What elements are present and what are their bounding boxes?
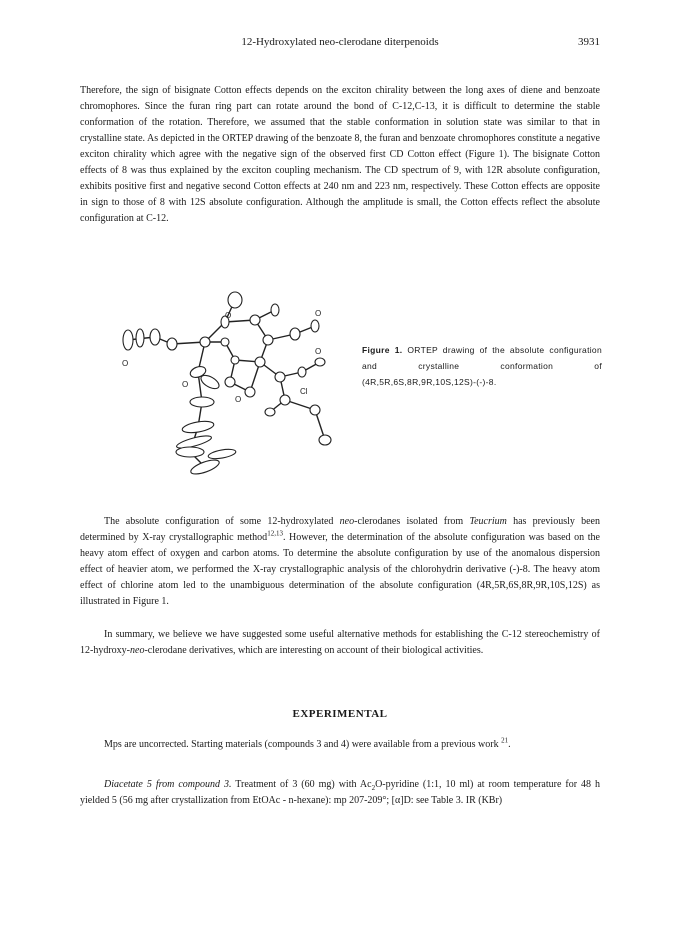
citation-superscript: 21 — [501, 736, 509, 745]
atom-label-o6: O — [235, 395, 242, 404]
paragraph-summary — [80, 627, 600, 659]
text-run: -clerodane derivatives, which are interesting on account of their biological activities. — [144, 645, 484, 656]
running-title: 12-Hydroxylated neo-clerodane diterpenoids — [241, 36, 439, 48]
text-run: Mps are uncorrected. Starting materials (compounds 3 and 4) were available from a previous work — [104, 739, 499, 750]
ortep-figure — [110, 282, 360, 482]
italic-run: Diacetate 5 from compound 3. — [104, 779, 232, 790]
atom-label-cl: Cl — [300, 387, 308, 396]
paragraph-diacetate — [80, 777, 600, 809]
text-run: In summary, we believe we have suggested some useful alternative methods for establishing the C-12 stereochemistry of 12-hydroxy- — [80, 629, 600, 656]
atom-label-o2: O — [182, 380, 189, 389]
atom-label-o1: O — [122, 359, 129, 368]
atom-label-o3: O — [225, 311, 232, 320]
paragraph-cotton-effects: Therefore, the sign of bisignate Cotton effects depends on the exciton chirality between the long axes of diene and benzoate chromophores. Since the furan ring part can rotate around the bond of C-12,C-13, it is difficult to determine the stable conformation of the rotation. Therefore, we assumed that the stable conformation in solution state was similar to that in crystalline state. As depicted in the ORTEP drawing of the benzoate 8, the furan and benzoate chromophores constitute a negative exciton chirality which agree with the negative sign of the observed first CD Cotton effect (Figure 1). The bisignate Cotton effects of 8 was thus explained by the exciton coupling mechanism. The CD spectrum of 9, with 12R absolute configuration, exhibits positive first and negative second Cotton effects at 240 nm and 223 nm, respectively. These Cotton effects are opposite in sign to those of 8 with 12S absolute configuration. Although the amplitude is small, the Cotton effects reflect the absolute configuration at C-12. — [80, 85, 600, 224]
figure-caption — [362, 342, 602, 390]
text-run: . However, the determination of the absolute configuration was based on the heavy atom effect of oxygen and carbon atoms. To determine the absolute configuration by use of the anomalous dispersion effect of heavier atom, we performed the X-ray crystallographic analysis of the chlorohydrin derivative (-)-8. The heavy atom effect of chlorine atom led to the unambiguous determination of the absolute configuration (4R,5R,6S,8R,9R,10S,12S) as illustrated in Figure 1. — [80, 532, 600, 607]
italic-run: Teucrium — [469, 516, 507, 527]
text-run: The absolute configuration of some 12-hydroxylated — [104, 516, 340, 527]
running-head — [80, 36, 600, 52]
text-run: O-pyridine (1:1, 10 ml) at room temperature for 48 h yielded 5 (56 mg after crystallization from EtOAc - n-hexane): mp 207-209°; [α]D: see Table 3. IR (KBr) — [80, 779, 600, 806]
italic-run: neo — [130, 645, 145, 656]
text-run: has previously been determined by X-ray crystallographic method — [80, 516, 600, 543]
figure-caption-text: ORTEP drawing of the absolute configuration and crystalline conformation of (4R,5R,6S,8R,9R,10S,12S)-(-)-8. — [362, 345, 602, 387]
text-run: Treatment of 3 (60 mg) with Ac — [231, 779, 372, 790]
paragraph-absolute-configuration — [80, 514, 600, 610]
text-run: -clerodanes isolated from — [354, 516, 470, 527]
text-run: . — [508, 739, 511, 750]
section-heading-experimental: EXPERIMENTAL — [292, 708, 388, 720]
subscript: 2 — [371, 784, 376, 792]
atom-label-o5: O — [315, 347, 322, 356]
citation-superscript: 12,13 — [267, 529, 283, 538]
page-number: 3931 — [578, 36, 600, 48]
paragraph-mps — [80, 737, 600, 753]
atom-label-o4: O — [315, 309, 322, 318]
italic-run: neo — [339, 516, 355, 527]
figure-caption-label: Figure 1. — [362, 345, 403, 355]
